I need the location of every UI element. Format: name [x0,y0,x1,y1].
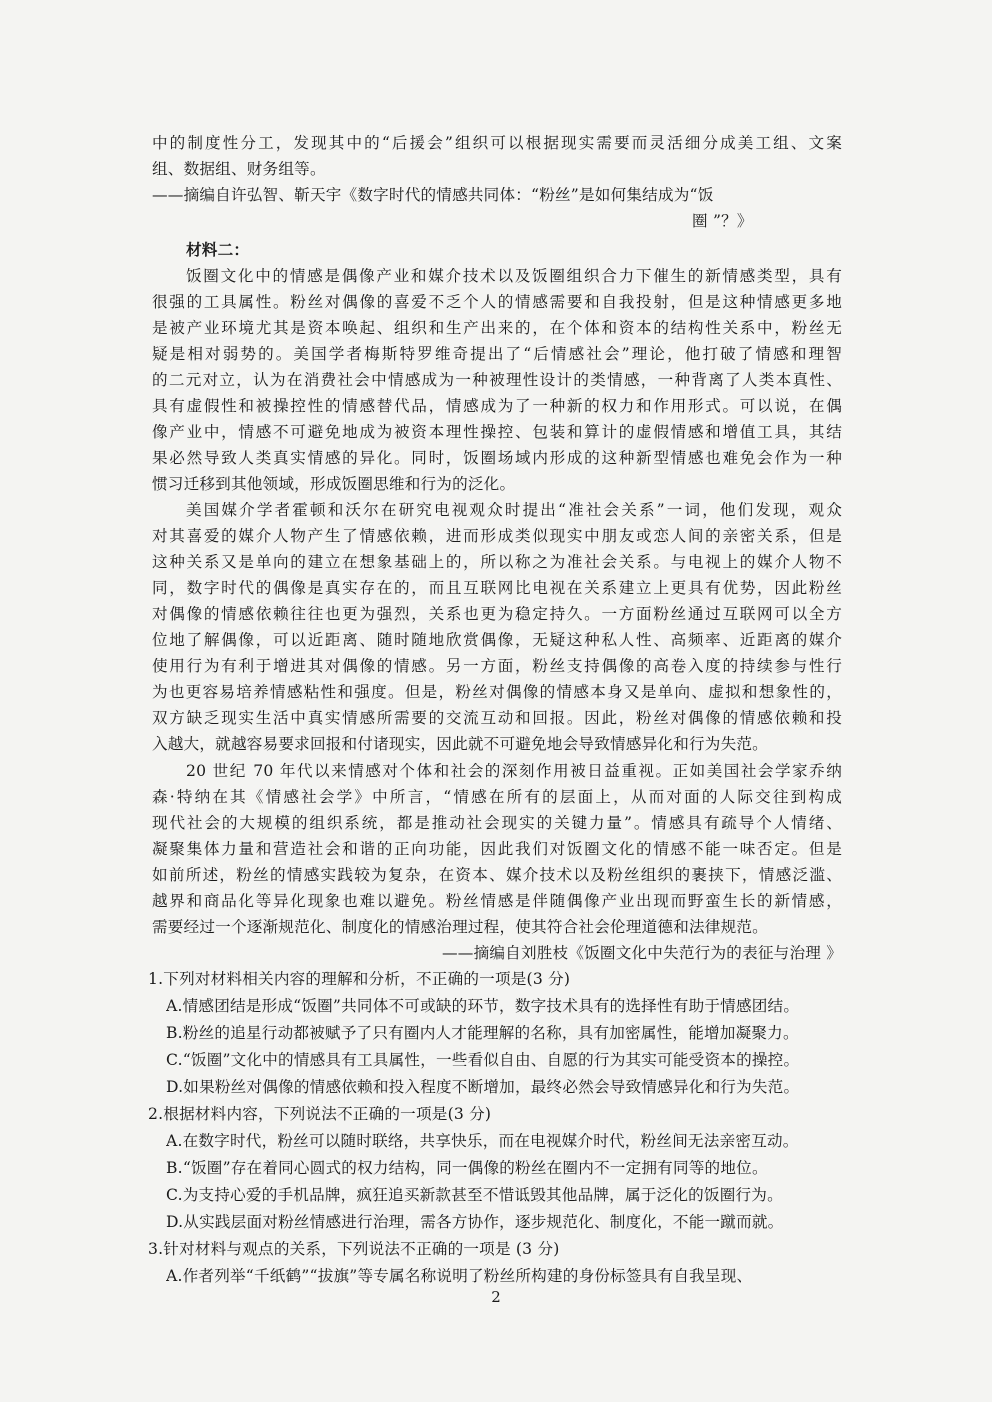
material1-source-cont: 圈 ”？》 [692,212,753,230]
paragraph-line: 饭圈文化中的情感是偶像产业和媒介技术以及饭圈组织合力下催生的新情感类型，具有 [186,267,842,285]
paragraph-line: 如前所述，粉丝的情感实践较为复杂，在资本、媒介技术以及粉丝组织的裹挟下，情感泛滥、 [152,866,842,884]
paragraph-line: 疑是相对弱势的。美国学者梅斯特罗维奇提出了“后情感社会”理论，他打破了情感和理智 [152,345,842,363]
question-stem: 3.针对材料与观点的关系，下列说法不正确的一项是 (3 分) [148,1240,560,1258]
material1-line: 中的制度性分工，发现其中的“后援会”组织可以根据现实需要而灵活细分成美工组、文案 [152,134,842,152]
paragraph-line: 具有虚假性和被操控性的情感替代品，情感成为了一种新的权力和作用形式。可以说，在偶 [152,397,842,415]
answer-option[interactable]: C.“饭圈”文化中的情感具有工具属性，一些看似自由、自愿的行为其实可能受资本的操控。 [166,1051,800,1069]
material2-source: ——摘编自刘胜枝《饭圈文化中失范行为的表征与治理 》 [441,944,842,962]
paragraph-line: 是被产业环境尤其是资本唤起、组织和生产出来的，在个体和资本的结构性关系中，粉丝无 [152,319,842,337]
answer-option[interactable]: C.为支持心爱的手机品牌，疯狂追买新款甚至不惜诋毁其他品牌，属于泛化的饭圈行为。 [166,1186,783,1204]
paragraph-line: 凝聚集体力量和营造社会和谐的正向功能，因此我们对饭圈文化的情感不能一味否定。但是 [152,840,842,858]
answer-option[interactable]: D.从实践层面对粉丝情感进行治理，需各方协作，逐步规范化、制度化，不能一蹴而就。 [166,1213,784,1231]
material1-source: ——摘编自许弘智、靳天宇《数字时代的情感共同体：“粉丝”是如何集结成为“饭 [152,186,714,204]
paragraph-line: 为也更容易培养情感粘性和强度。但是，粉丝对偶像的情感本身又是单向、虚拟和想象性的， [152,683,842,701]
paragraph-line: 对其喜爱的媒介人物产生了情感依赖，进而形成类似现实中朋友或恋人间的亲密关系，但是 [152,527,842,545]
material2-heading: 材料二： [186,240,250,259]
answer-option[interactable]: D.如果粉丝对偶像的情感依赖和投入程度不断增加，最终必然会导致情感异化和行为失范。 [166,1078,800,1096]
paragraph-line: 对偶像的情感依赖往往也更为强烈，关系也更为稳定持久。一方面粉丝通过互联网可以全方 [152,605,842,623]
answer-option[interactable]: A.在数字时代，粉丝可以随时联络，共享快乐，而在电视媒介时代，粉丝间无法亲密互动。 [166,1132,799,1150]
paragraph-line: 惯习迁移到其他领域，形成饭圈思维和行为的泛化。 [152,475,516,493]
paragraph-line: 很强的工具属性。粉丝对偶像的喜爱不乏个人的情感需要和自我投射，但是这种情感更多地 [152,293,842,311]
paragraph-line: 越界和商品化等异化现象也难以避免。粉丝情感是伴随偶像产业出现而野蛮生长的新情感， [152,892,842,910]
answer-option[interactable]: B.“饭圈”存在着同心圆式的权力结构，同一偶像的粉丝在圈内不一定拥有同等的地位。 [166,1159,768,1177]
paragraph-line: 同，数字时代的偶像是真实存在的，而且互联网比电视在关系建立上更具有优势，因此粉丝 [152,579,842,597]
paragraph-line: 像产业中，情感不可避免地成为被资本理性操控、包装和算计的虚假情感和增值工具，其结 [152,423,842,441]
paragraph-line: 现代社会的大规模的组织系统，都是推动社会现实的关键力量”。情感具有疏导个人情绪、 [152,814,842,832]
paragraph-line: 需要经过一个逐渐规范化、制度化的情感治理过程，使其符合社会伦理道德和法律规范。 [152,918,768,936]
answer-option[interactable]: A.情感团结是形成“饭圈”共同体不可或缺的环节，数字技术具有的选择性有助于情感团结。 [166,997,800,1015]
paragraph-line: 美国媒介学者霍顿和沃尔在研究电视观众时提出“准社会关系”一词，他们发现，观众 [186,501,842,519]
paragraph-line: 双方缺乏现实生活中真实情感所需要的交流互动和回报。因此，粉丝对偶像的情感依赖和投 [152,709,842,727]
paragraph-line: 果必然导致人类真实情感的异化。同时，饭圈场域内形成的这种新型情感也难免会作为一种 [152,449,842,467]
answer-option[interactable]: A.作者列举“千纸鹤”“拔旗”等专属名称说明了粉丝所构建的身份标签具有自我呈现、 [166,1267,753,1285]
question-stem: 1.下列对材料相关内容的理解和分析，不正确的一项是(3 分) [148,970,571,988]
question-stem: 2.根据材料内容，下列说法不正确的一项是(3 分) [148,1105,492,1123]
answer-option[interactable]: B.粉丝的追星行动都被赋予了只有圈内人才能理解的名称，具有加密属性，能增加凝聚力。 [166,1024,799,1042]
paragraph-line: 入越大，就越容易要求回报和付诸现实，因此就不可避免地会导致情感异化和行为失范。 [152,735,768,753]
paragraph-line: 位地了解偶像，可以近距离、随时随地欣赏偶像，无疑这种私人性、高频率、近距离的媒介 [152,631,842,649]
page-number: 2 [491,1288,501,1306]
paragraph-line: 森·特纳在其《情感社会学》中所言，“情感在所有的层面上，从而对面的人际交往到构成 [152,788,842,806]
paragraph-line: 使用行为有利于增进其对偶像的情感。另一方面，粉丝支持偶像的高卷入度的持续参与性行 [152,657,842,675]
paragraph-line: 这种关系又是单向的建立在想象基础上的，所以称之为准社会关系。与电视上的媒介人物不 [152,553,842,571]
paragraph-line: 20 世纪 70 年代以来情感对个体和社会的深刻作用被日益重视。正如美国社会学家乔纳 [186,762,842,780]
material1-line: 组、数据组、财务组等。 [152,160,326,178]
paragraph-line: 的二元对立，认为在消费社会中情感成为一种被理性设计的类情感，一种背离了人类本真性、 [152,371,842,389]
